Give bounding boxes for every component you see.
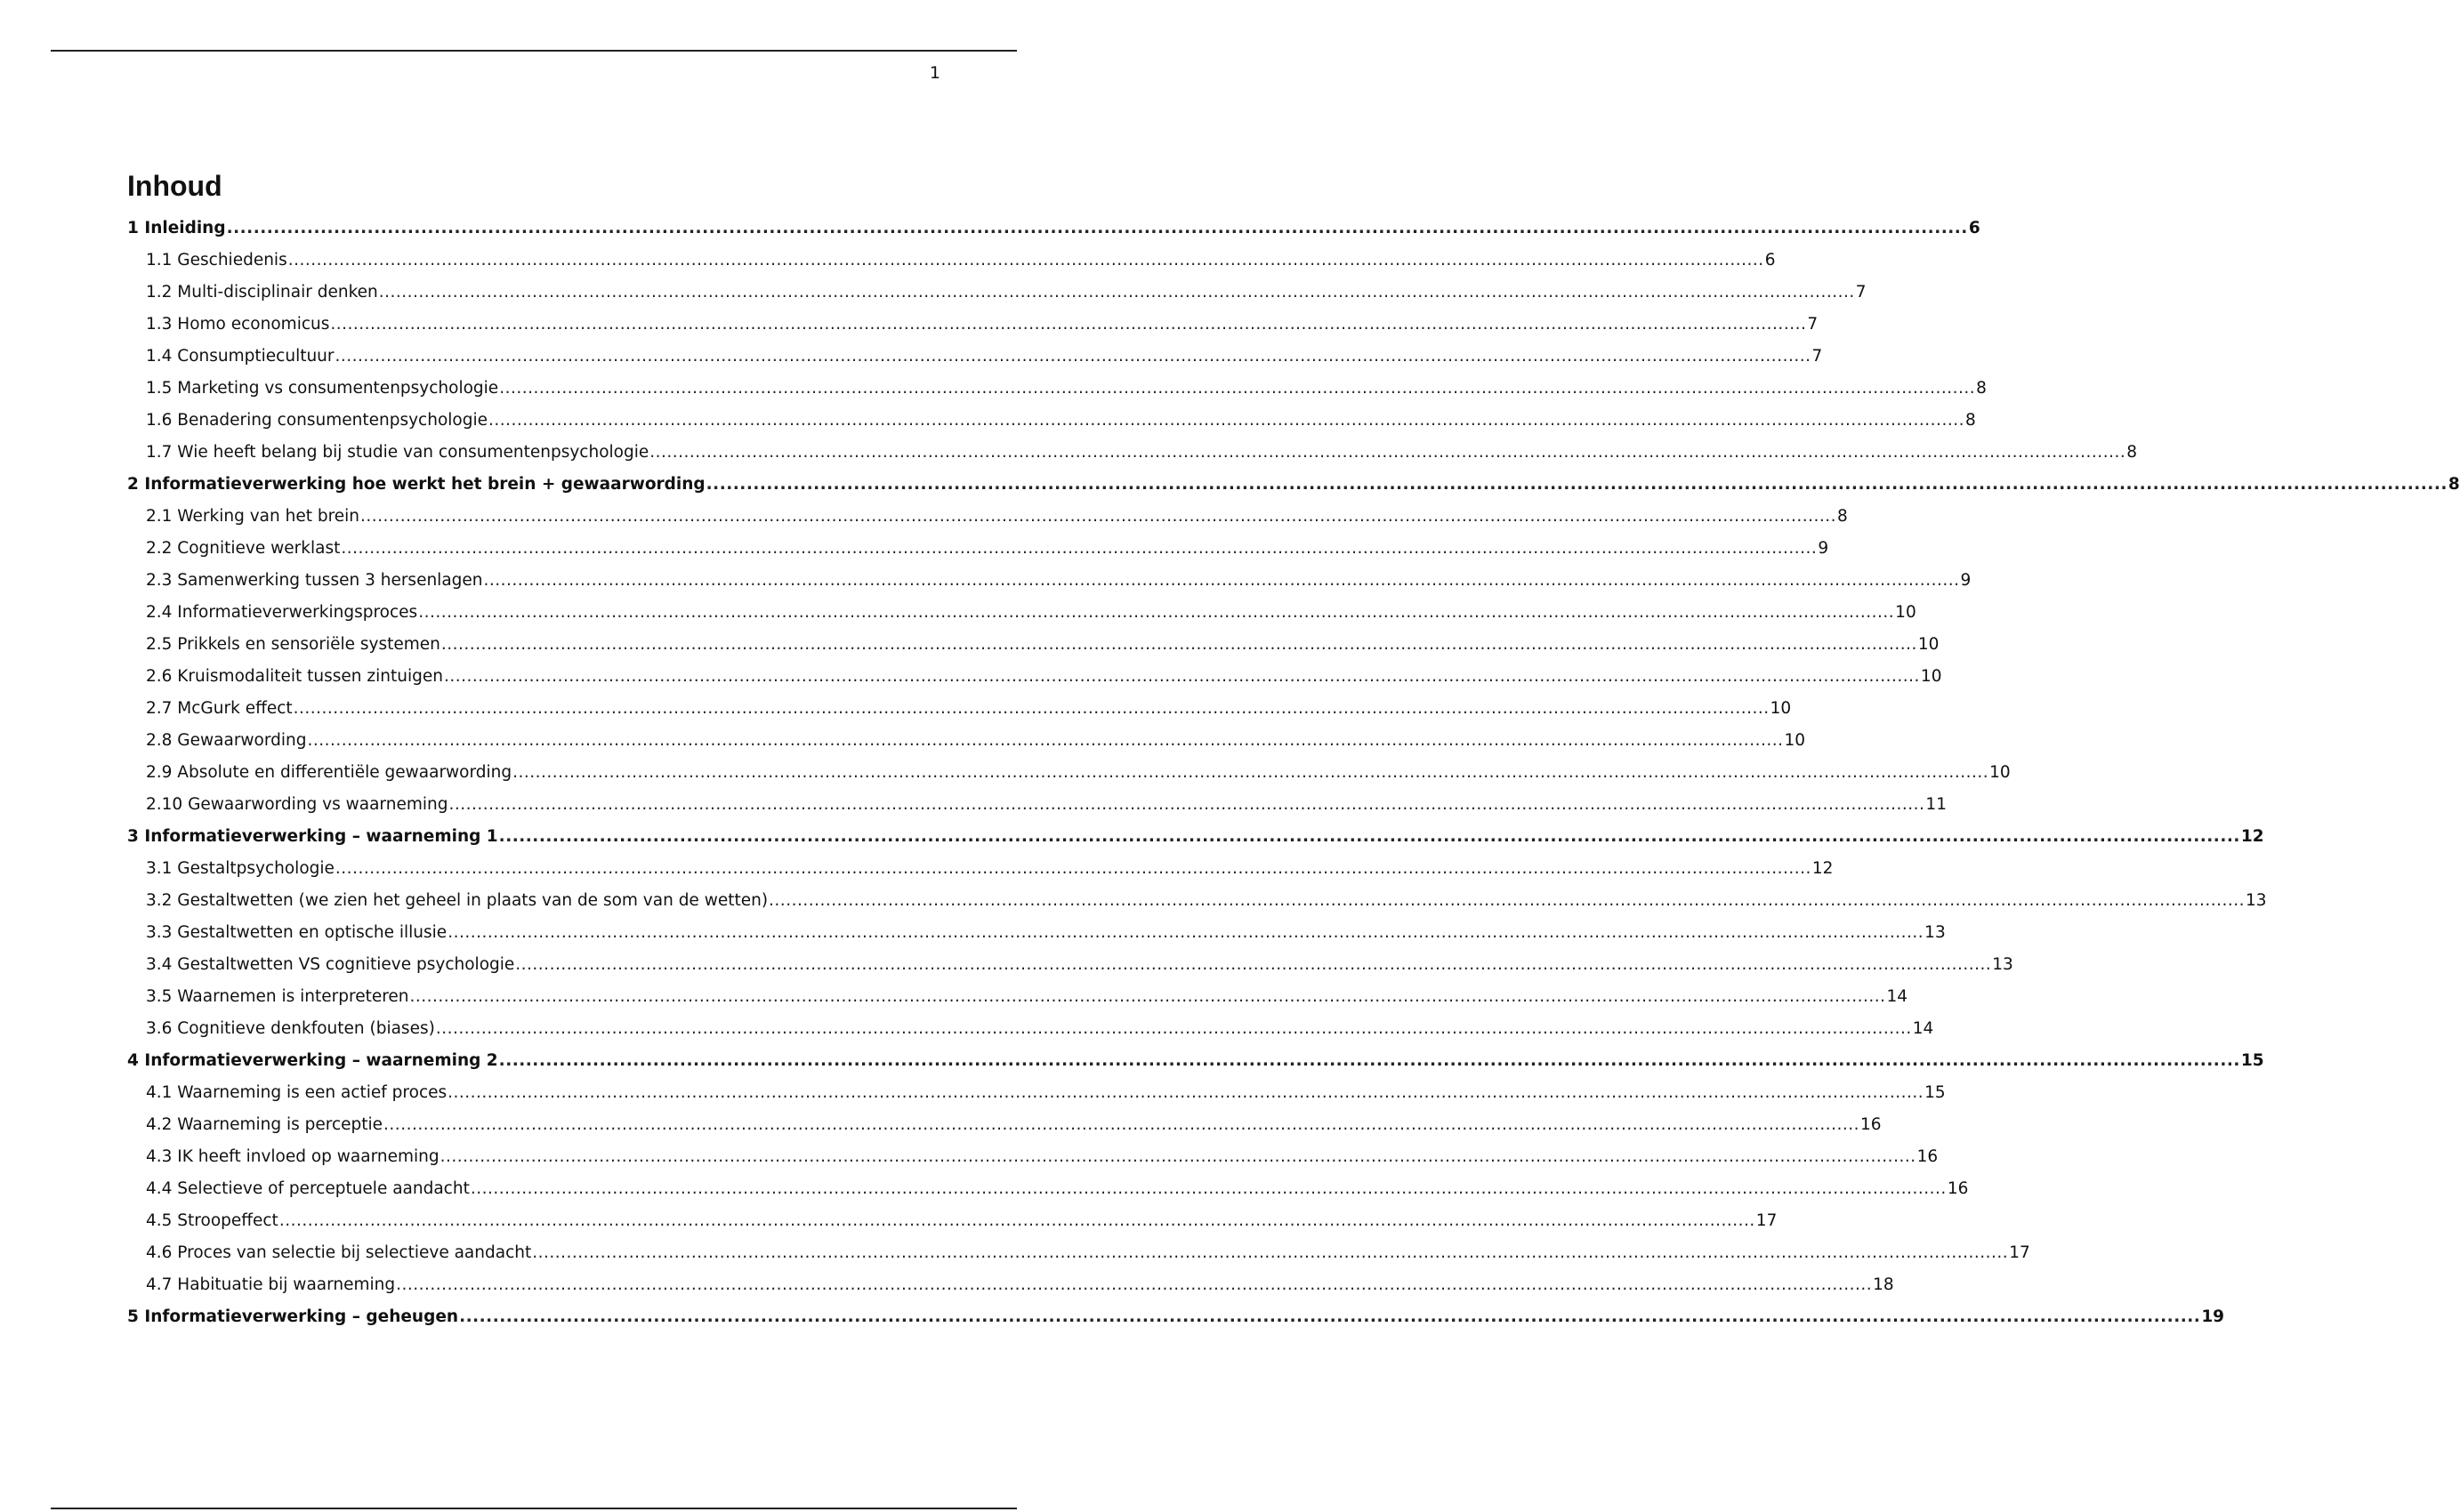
- toc-title: Inhoud: [127, 170, 222, 202]
- toc-entry-label: 4.2 Waarneming is perceptie: [146, 1115, 383, 1134]
- toc-dot-leader: ....................................................................................................................................................................................................................................................................: [448, 923, 1924, 942]
- toc-dot-leader: ....................................................................................................................................................................................................................................................................: [307, 731, 1784, 750]
- page-number: 1: [929, 63, 940, 83]
- toc-dot-leader: ....................................................................................................................................................................................................................................................................: [488, 411, 1964, 430]
- toc-entry-label: 3.2 Gestaltwetten (we zien het geheel in plaats van de som van de wetten): [146, 891, 769, 910]
- toc-entry-label: 2.4 Informatieverwerkingsproces: [146, 603, 418, 622]
- toc-dot-leader: ....................................................................................................................................................................................................................................................................: [383, 1115, 1860, 1134]
- table-of-contents: [127, 213, 2460, 1333]
- toc-entry-label: 1.2 Multi-disciplinair denken: [146, 283, 378, 302]
- toc-entry-page: 8: [2126, 443, 2137, 462]
- toc-section-entry[interactable]: [127, 1077, 1946, 1109]
- toc-entry-page: 10: [1784, 731, 1806, 750]
- toc-dot-leader: ....................................................................................................................................................................................................................................................................: [769, 891, 2246, 910]
- toc-entry-label: 2.1 Werking van het brein: [146, 507, 360, 526]
- toc-entry-page: 14: [1886, 987, 1908, 1006]
- toc-entry-page: 15: [1924, 1083, 1946, 1102]
- toc-dot-leader: ....................................................................................................................................................................................................................................................................: [440, 635, 1917, 654]
- toc-entry-label: 1.6 Benadering consumentenpsychologie: [146, 411, 488, 430]
- toc-section-entry[interactable]: [127, 1205, 1778, 1237]
- toc-entry-page: 6: [1968, 219, 1980, 237]
- toc-entry-label: 3.1 Gestaltpsychologie: [146, 859, 335, 878]
- toc-dot-leader: ....................................................................................................................................................................................................................................................................: [418, 603, 1895, 622]
- toc-chapter-entry[interactable]: [127, 213, 1980, 245]
- toc-entry-label: 2.6 Kruismodaliteit tussen zintuigen: [146, 667, 443, 686]
- toc-entry-label: 4.7 Habituatie bij waarneming: [146, 1275, 396, 1294]
- toc-dot-leader: ....................................................................................................................................................................................................................................................................: [649, 443, 2126, 462]
- toc-section-entry[interactable]: [127, 1269, 1894, 1301]
- toc-chapter-entry[interactable]: [127, 1045, 2264, 1077]
- toc-entry-page: 16: [1916, 1147, 1939, 1166]
- toc-entry-label: 2.5 Prikkels en sensoriële systemen: [146, 635, 440, 654]
- toc-entry-page: 8: [1964, 411, 1976, 430]
- toc-entry-page: 6: [1764, 251, 1776, 269]
- toc-section-entry[interactable]: [127, 725, 1806, 757]
- toc-entry-label: 2.7 McGurk effect: [146, 699, 293, 718]
- toc-dot-leader: ....................................................................................................................................................................................................................................................................: [440, 1147, 1916, 1166]
- toc-entry-label: 3.5 Waarnemen is interpreteren: [146, 987, 409, 1006]
- toc-section-entry[interactable]: [127, 789, 1947, 821]
- toc-entry-label: 4 Informatieverwerking – waarneming 2: [127, 1051, 498, 1070]
- toc-section-entry[interactable]: [127, 949, 2013, 981]
- toc-section-entry[interactable]: [127, 405, 1976, 437]
- footer-rule: [51, 1508, 1017, 1509]
- toc-dot-leader: ....................................................................................................................................................................................................................................................................: [293, 699, 1770, 718]
- toc-section-entry[interactable]: [127, 1013, 1934, 1045]
- toc-dot-leader: ....................................................................................................................................................................................................................................................................: [498, 1051, 2240, 1070]
- toc-dot-leader: ....................................................................................................................................................................................................................................................................: [409, 987, 1886, 1006]
- toc-entry-page: 9: [1960, 571, 1972, 590]
- toc-entry-label: 4.4 Selectieve of perceptuele aandacht: [146, 1179, 470, 1198]
- toc-entry-label: 4.1 Waarneming is een actief proces: [146, 1083, 448, 1102]
- toc-entry-page: 16: [1947, 1179, 1969, 1198]
- toc-section-entry[interactable]: [127, 277, 1867, 309]
- toc-dot-leader: ....................................................................................................................................................................................................................................................................: [448, 1083, 1924, 1102]
- toc-dot-leader: ....................................................................................................................................................................................................................................................................: [226, 219, 1968, 237]
- toc-entry-page: 8: [2448, 475, 2460, 494]
- toc-dot-leader: ....................................................................................................................................................................................................................................................................: [378, 283, 1855, 302]
- toc-entry-page: 10: [1989, 763, 2011, 782]
- toc-dot-leader: ....................................................................................................................................................................................................................................................................: [335, 859, 1811, 878]
- toc-entry-page: 11: [1925, 795, 1947, 814]
- toc-chapter-entry[interactable]: [127, 1301, 2225, 1333]
- toc-section-entry[interactable]: [127, 309, 1819, 341]
- toc-entry-page: 14: [1912, 1019, 1934, 1038]
- toc-entry-label: 3.6 Cognitieve denkfouten (biases): [146, 1019, 435, 1038]
- toc-section-entry[interactable]: [127, 373, 1987, 405]
- toc-section-entry[interactable]: [127, 981, 1908, 1013]
- toc-section-entry[interactable]: [127, 917, 1946, 949]
- toc-dot-leader: ....................................................................................................................................................................................................................................................................: [512, 763, 1989, 782]
- toc-entry-label: 1.3 Homo economicus: [146, 315, 330, 334]
- toc-entry-label: 3.4 Gestaltwetten VS cognitieve psychologie: [146, 955, 515, 974]
- toc-dot-leader: ....................................................................................................................................................................................................................................................................: [341, 539, 1818, 558]
- toc-dot-leader: ....................................................................................................................................................................................................................................................................: [499, 379, 1976, 398]
- toc-section-entry[interactable]: [127, 1109, 1882, 1141]
- toc-entry-label: 3.3 Gestaltwetten en optische illusie: [146, 923, 448, 942]
- toc-dot-leader: ....................................................................................................................................................................................................................................................................: [335, 347, 1811, 366]
- toc-entry-page: 17: [2009, 1243, 2030, 1262]
- toc-entry-label: 2 Informatieverwerking hoe werkt het brein + gewaarwording: [127, 475, 706, 494]
- toc-entry-page: 16: [1860, 1115, 1882, 1134]
- toc-section-entry[interactable]: [127, 693, 1792, 725]
- toc-dot-leader: ....................................................................................................................................................................................................................................................................: [278, 1211, 1755, 1230]
- toc-section-entry[interactable]: [127, 501, 1848, 533]
- toc-entry-label: 2.9 Absolute en differentiële gewaarwording: [146, 763, 512, 782]
- toc-entry-label: 4.5 Stroopeffect: [146, 1211, 278, 1230]
- toc-chapter-entry[interactable]: [127, 821, 2264, 853]
- toc-entry-label: 1.1 Geschiedenis: [146, 251, 287, 269]
- toc-entry-page: 18: [1873, 1275, 1894, 1294]
- toc-section-entry[interactable]: [127, 533, 1829, 565]
- toc-dot-leader: ....................................................................................................................................................................................................................................................................: [498, 827, 2240, 846]
- toc-section-entry[interactable]: [127, 597, 1916, 629]
- toc-section-entry[interactable]: [127, 1237, 2030, 1269]
- toc-entry-page: 7: [1807, 315, 1819, 334]
- toc-entry-page: 15: [2240, 1051, 2264, 1070]
- toc-dot-leader: ....................................................................................................................................................................................................................................................................: [470, 1179, 1947, 1198]
- toc-entry-page: 7: [1811, 347, 1823, 366]
- toc-entry-label: 3 Informatieverwerking – waarneming 1: [127, 827, 498, 846]
- toc-section-entry[interactable]: [127, 437, 2137, 469]
- toc-dot-leader: ....................................................................................................................................................................................................................................................................: [396, 1275, 1873, 1294]
- toc-section-entry[interactable]: [127, 885, 2267, 917]
- toc-entry-page: 13: [2246, 891, 2267, 910]
- toc-entry-page: 8: [1976, 379, 1987, 398]
- toc-section-entry[interactable]: [127, 629, 1940, 661]
- toc-section-entry[interactable]: [127, 757, 2011, 789]
- toc-dot-leader: ....................................................................................................................................................................................................................................................................: [706, 475, 2448, 494]
- toc-entry-page: 10: [1895, 603, 1916, 622]
- toc-entry-label: 2.10 Gewaarwording vs waarneming: [146, 795, 448, 814]
- toc-entry-page: 8: [1837, 507, 1848, 526]
- toc-entry-page: 7: [1855, 283, 1867, 302]
- toc-section-entry[interactable]: [127, 853, 1834, 885]
- toc-entry-page: 10: [1917, 635, 1940, 654]
- toc-section-entry[interactable]: [127, 341, 1823, 373]
- toc-entry-page: 10: [1770, 699, 1792, 718]
- toc-section-entry[interactable]: [127, 1173, 1969, 1205]
- toc-dot-leader: ....................................................................................................................................................................................................................................................................: [448, 795, 1925, 814]
- toc-entry-label: 1.5 Marketing vs consumentenpsychologie: [146, 379, 499, 398]
- header-rule: [51, 50, 1017, 52]
- toc-entry-label: 5 Informatieverwerking – geheugen: [127, 1307, 459, 1326]
- toc-entry-label: 2.2 Cognitieve werklast: [146, 539, 341, 558]
- toc-dot-leader: ....................................................................................................................................................................................................................................................................: [459, 1307, 2201, 1326]
- toc-entry-label: 1.4 Consumptiecultuur: [146, 347, 335, 366]
- toc-entry-label: 4.6 Proces van selectie bij selectieve aandacht: [146, 1243, 532, 1262]
- toc-entry-label: 2.8 Gewaarwording: [146, 731, 307, 750]
- toc-dot-leader: ....................................................................................................................................................................................................................................................................: [287, 251, 1764, 269]
- toc-entry-label: 4.3 IK heeft invloed op waarneming: [146, 1147, 440, 1166]
- toc-entry-page: 12: [1811, 859, 1834, 878]
- toc-section-entry[interactable]: [127, 245, 1776, 277]
- toc-section-entry[interactable]: [127, 661, 1942, 693]
- toc-dot-leader: ....................................................................................................................................................................................................................................................................: [443, 667, 1920, 686]
- toc-entry-page: 9: [1818, 539, 1829, 558]
- toc-entry-page: 13: [1992, 955, 2013, 974]
- toc-entry-label: 1.7 Wie heeft belang bij studie van consumentenpsychologie: [146, 443, 649, 462]
- toc-dot-leader: ....................................................................................................................................................................................................................................................................: [330, 315, 1807, 334]
- toc-entry-page: 13: [1924, 923, 1946, 942]
- toc-section-entry[interactable]: [127, 1141, 1939, 1173]
- toc-dot-leader: ....................................................................................................................................................................................................................................................................: [483, 571, 1960, 590]
- toc-entry-label: 1 Inleiding: [127, 219, 226, 237]
- toc-dot-leader: ....................................................................................................................................................................................................................................................................: [360, 507, 1836, 526]
- toc-entry-page: 10: [1920, 667, 1942, 686]
- toc-chapter-entry[interactable]: [127, 469, 2460, 501]
- toc-section-entry[interactable]: [127, 565, 1972, 597]
- toc-entry-page: 19: [2201, 1307, 2225, 1326]
- toc-dot-leader: ....................................................................................................................................................................................................................................................................: [515, 955, 1992, 974]
- toc-entry-label: 2.3 Samenwerking tussen 3 hersenlagen: [146, 571, 483, 590]
- toc-entry-page: 17: [1755, 1211, 1778, 1230]
- toc-dot-leader: ....................................................................................................................................................................................................................................................................: [532, 1243, 2009, 1262]
- toc-dot-leader: ....................................................................................................................................................................................................................................................................: [435, 1019, 1912, 1038]
- toc-entry-page: 12: [2240, 827, 2264, 846]
